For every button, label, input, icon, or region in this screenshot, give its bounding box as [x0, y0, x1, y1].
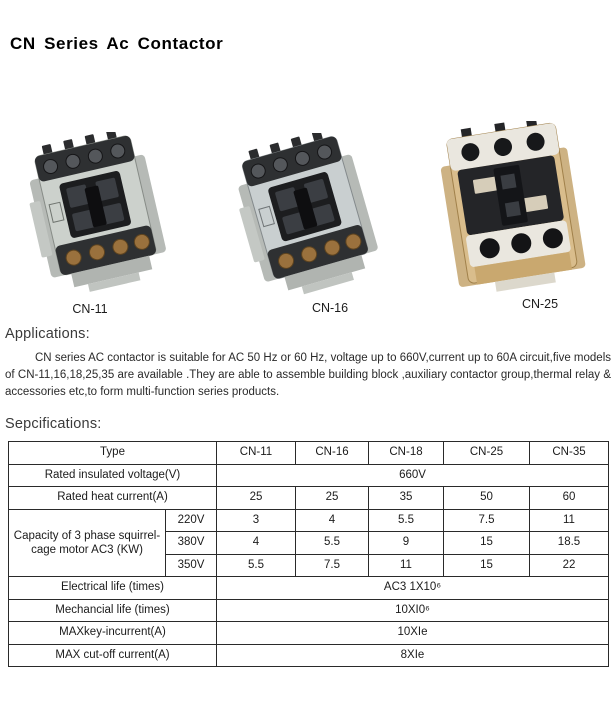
spec-cell-value: 15 [444, 532, 530, 555]
spec-cell-model: CN-35 [530, 442, 609, 465]
spec-cell-value: 5.5 [296, 532, 369, 555]
spec-cell-label: Rated heat current(A) [9, 487, 217, 510]
spec-row-rated-insulated-voltage [9, 464, 609, 487]
spec-row-max-key-in-current [9, 622, 609, 645]
spec-row-capacity-220v [9, 509, 609, 532]
spec-cell-value: 10XI0⁶ [217, 599, 609, 622]
spec-cell-voltage: 350V [166, 554, 217, 577]
spec-row-type [9, 442, 609, 465]
spec-cell-model: CN-18 [369, 442, 444, 465]
spec-cell-value: 10XIe [217, 622, 609, 645]
spec-cell-value: 3 [217, 509, 296, 532]
applications-heading: Applications: [5, 326, 90, 342]
product-label-cn-11: CN-11 [72, 302, 108, 316]
spec-cell-model: CN-11 [217, 442, 296, 465]
spec-cell-voltage: 380V [166, 532, 217, 555]
spec-cell-value: 15 [444, 554, 530, 577]
spec-cell-value: 11 [369, 554, 444, 577]
spec-cell-value: 35 [369, 487, 444, 510]
spec-cell-value: 22 [530, 554, 609, 577]
spec-cell-value: 660V [217, 464, 609, 487]
spec-cell-value: 25 [296, 487, 369, 510]
spec-cell-type-label: Type [9, 442, 217, 465]
spec-cell-model: CN-25 [444, 442, 530, 465]
spec-cell-voltage: 220V [166, 509, 217, 532]
spec-cell-value: 25 [217, 487, 296, 510]
spec-cell-value: 60 [530, 487, 609, 510]
spec-cell-model: CN-16 [296, 442, 369, 465]
spec-cell-capacity-label: Capacity of 3 phase squirrel-cage motor AC3 (KW) [9, 509, 166, 577]
spec-cell-value: 18.5 [530, 532, 609, 555]
applications-text: CN series AC contactor is suitable for AC 50 Hz or 60 Hz, voltage up to 660V,current up to 60A circuit,five models of CN-11,16,18,25,35 are available .They are able to assemble building block ,auxiliary contactor group,thermal relay & accessories etc,to form multi-function series products. [5, 352, 611, 398]
page-title: CN Series Ac Contactor [10, 34, 224, 53]
product-photo-cn-11 [28, 132, 168, 297]
spec-cell-value: 7.5 [296, 554, 369, 577]
spec-cell-value: 5.5 [369, 509, 444, 532]
spec-row-rated-heat-current [9, 487, 609, 510]
product-label-cn-25: CN-25 [521, 297, 559, 311]
specifications-table [8, 441, 609, 667]
contactor-illustration-icon [28, 132, 168, 292]
specifications-heading: Sepcifications: [5, 416, 102, 432]
spec-cell-value: 5.5 [217, 554, 296, 577]
spec-cell-label: Rated insulated voltage(V) [9, 464, 217, 487]
spec-row-max-cut-off-current [9, 644, 609, 667]
spec-cell-label: Electrical life (times) [9, 577, 217, 600]
spec-cell-value: 9 [369, 532, 444, 555]
spec-row-electrical-life [9, 577, 609, 600]
product-photo-cn-16 [238, 133, 378, 300]
spec-cell-label: Mechancial life (times) [9, 599, 217, 622]
contactor-illustration-icon [436, 121, 592, 299]
spec-cell-value: 4 [217, 532, 296, 555]
spec-cell-value: AC3 1X10⁶ [217, 577, 609, 600]
spec-cell-label: MAX cut-off current(A) [9, 644, 217, 667]
spec-cell-value: 11 [530, 509, 609, 532]
spec-cell-value: 8XIe [217, 644, 609, 667]
spec-row-mechanical-life [9, 599, 609, 622]
spec-cell-value: 4 [296, 509, 369, 532]
product-label-cn-16: CN-16 [311, 301, 349, 315]
spec-cell-value: 50 [444, 487, 530, 510]
spec-cell-label: MAXkey-incurrent(A) [9, 622, 217, 645]
product-photo-cn-25 [436, 121, 592, 304]
spec-cell-value: 7.5 [444, 509, 530, 532]
contactor-illustration-icon [238, 133, 378, 295]
